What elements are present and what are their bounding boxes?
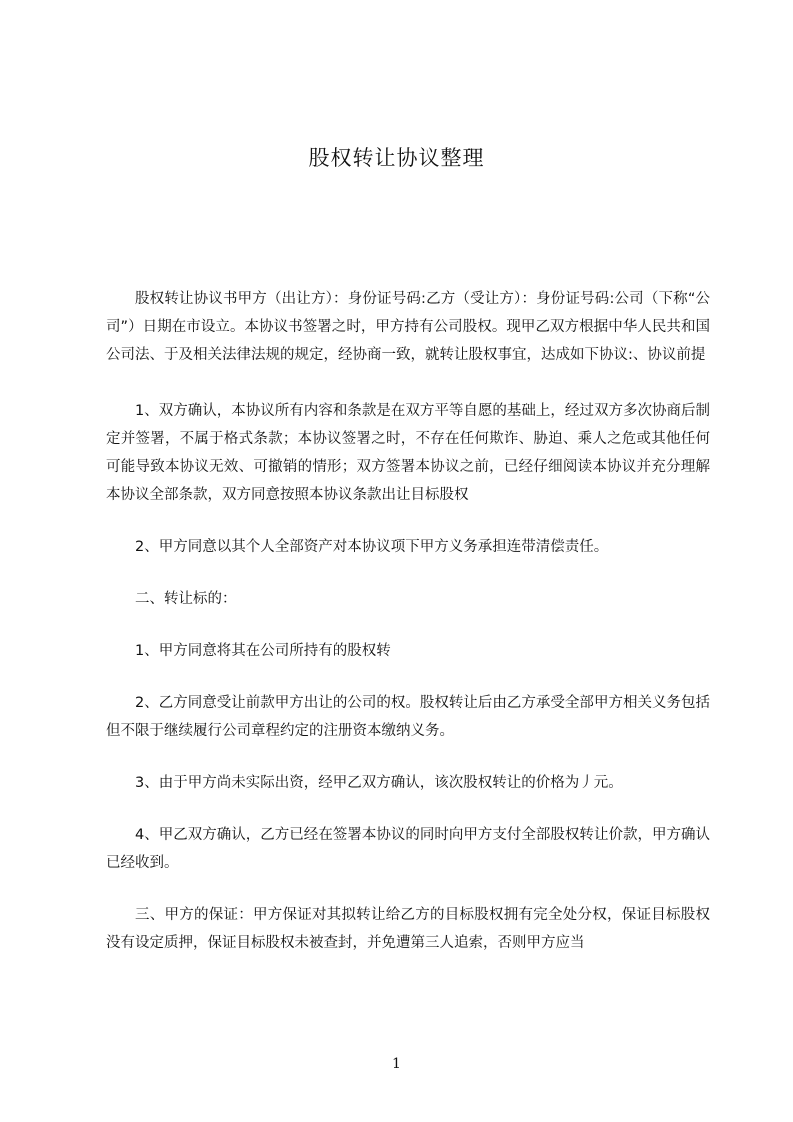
paragraph-section-3-guarantee: 三、甲方的保证：甲方保证对其拟转让给乙方的目标股权拥有完全处分权，保证目标股权没有设定质押，保证目标股权未被查封，并免遭第三人追索，否则甲方应当 bbox=[106, 907, 710, 951]
page-number: 1 bbox=[392, 1056, 401, 1072]
paragraph-clause-2-1: 1、甲方同意将其在公司所持有的股权转 bbox=[135, 643, 391, 659]
section-heading-transfer-subject: 二、转让标的： bbox=[135, 591, 237, 607]
paragraph-preamble: 股权转让协议书甲方（出让方）：身份证号码:乙方（受让方）：身份证号码:公司（下称“公司”）日期在市设立。本协议书签署之时，甲方持有公司股权。现甲乙双方根据中华人民共和国公司法、于及相关法律法规的规定，经协商一致，就转让股权事宜，达成如下协议:、协议前提 bbox=[106, 291, 710, 363]
paragraph-clause-2-2: 2、乙方同意受让前款甲方出让的公司的权。股权转让后由乙方承受全部甲方相关义务包括但不限于继续履行公司章程约定的注册资本缴纳义务。 bbox=[106, 695, 710, 739]
paragraph-clause-1-1: 1、双方确认，本协议所有内容和条款是在双方平等自愿的基础上，经过双方多次协商后制定并签署，不属于格式条款；本协议签署之时，不存在任何欺诈、胁迫、乘人之危或其他任何可能导致本协议无效、可撤销的情形；双方签署本协议之前，已经仔细阅读本协议并充分理解本协议全部条款，双方同意按照本协议条款出让目标股权 bbox=[106, 403, 710, 503]
document-title: 股权转让协议整理 bbox=[308, 146, 485, 170]
paragraph-clause-2-4: 4、甲乙双方确认，乙方已经在签署本协议的同时向甲方支付全部股权转让价款，甲方确认已经收到。 bbox=[106, 827, 710, 871]
paragraph-clause-2-3: 3、由于甲方尚未实际出资，经甲乙双方确认，该次股权转让的价格为丿元。 bbox=[135, 775, 623, 791]
paragraph-clause-1-2: 2、甲方同意以其个人全部资产对本协议项下甲方义务承担连带清偿责任。 bbox=[135, 539, 609, 555]
document-body bbox=[106, 285, 710, 981]
